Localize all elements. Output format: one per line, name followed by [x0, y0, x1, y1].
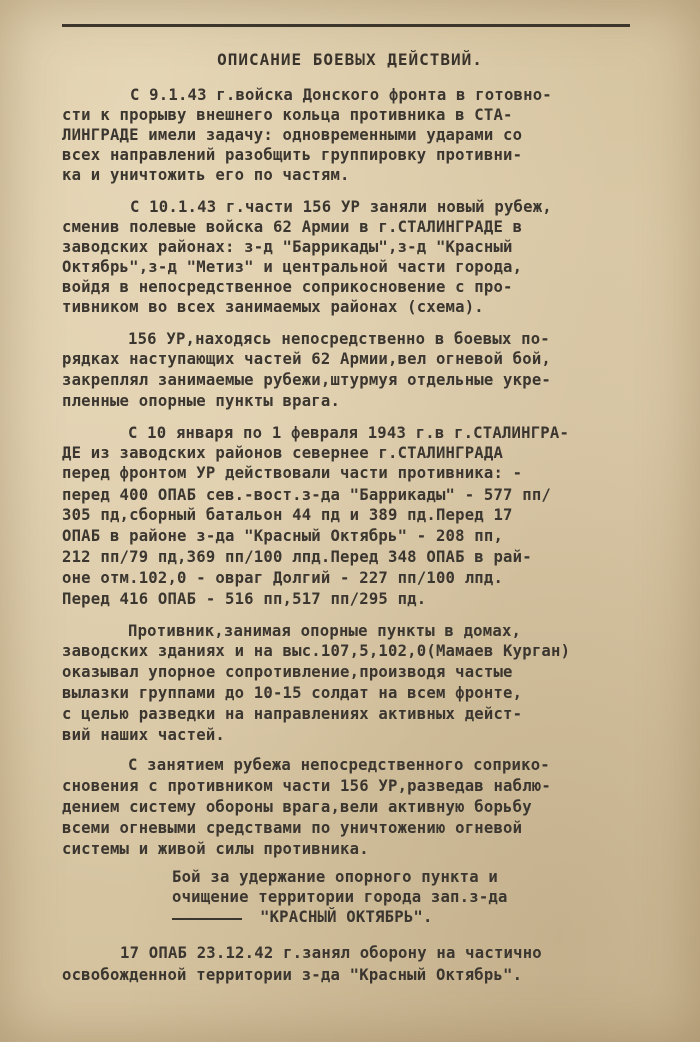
text-line: вий наших частей.: [62, 726, 225, 744]
text-line: пленные опорные пункты врага.: [62, 392, 341, 410]
text-line: всеми огневыми средствами по уничтожению огневой: [62, 819, 523, 837]
text-line: С 10 января по 1 февраля 1943 г.в г.СТАЛИНГРА-: [128, 424, 570, 442]
text-line: ОПАБ в районе з-да "Красный Октябрь" - 208 пп,: [62, 527, 504, 545]
subheading-dash: [172, 918, 242, 920]
text-line: Перед 416 ОПАБ - 516 пп,517 пп/295 пд.: [62, 590, 427, 608]
text-line: ДЕ из заводских районов севернее г.СТАЛИНГРАДА: [62, 444, 504, 462]
text-line: рядках наступающих частей 62 Армии,вел огневой бой,: [62, 350, 551, 368]
text-line: с целью разведки на направлениях активных дейст-: [62, 705, 523, 723]
text-line: оказывал упорное сопротивление,производя частые: [62, 663, 513, 681]
text-line: ка и уничтожить его по частям.: [62, 166, 350, 184]
text-line: оне отм.102,0 - овраг Долгий - 227 пп/100 лпд.: [62, 569, 504, 587]
subheading-line: очищение территории города зап.з-да: [172, 888, 508, 906]
text-line: закреплял занимаемые рубежи,штурмуя отдельные укре-: [62, 371, 551, 389]
text-line: заводских районах: з-д "Баррикады",з-д "Красный: [62, 238, 513, 256]
text-line: всех направлений разобщить группировку противни-: [62, 146, 523, 164]
top-rule: [62, 24, 630, 27]
text-line: системы и живой силы противника.: [62, 840, 369, 858]
text-line: перед 400 ОПАБ сев.-вост.з-да "Баррикады" - 577 пп/: [62, 486, 551, 504]
subheading-line: Бой за удержание опорного пункта и: [172, 868, 498, 886]
text-line: перед фронтом УР действовали части противника: -: [62, 464, 523, 482]
text-line: 212 пп/79 пд,369 пп/100 лпд.Перед 348 ОПАБ в рай-: [62, 548, 532, 566]
text-line: С 9.1.43 г.войска Донского фронта в готовно-: [130, 86, 552, 104]
text-line: сменив полевые войска 62 Армии в г.СТАЛИНГРАДЕ в: [62, 218, 523, 236]
text-line: ЛИНГРАДЕ имели задачу: одновременными ударами со: [62, 126, 523, 144]
text-line: сти к прорыву внешнего кольца противника в СТА-: [62, 106, 513, 124]
document-title: ОПИСАНИЕ БОЕВЫХ ДЕЙСТВИЙ.: [217, 50, 483, 69]
text-line: вылазки группами до 10-15 солдат на всем фронте,: [62, 684, 523, 702]
text-line: сновения с противником части 156 УР,разведав наблю-: [62, 777, 551, 795]
text-line: заводских зданиях и на выс.107,5,102,0(Мамаев Курган): [62, 642, 571, 660]
text-line: 305 пд,сборный батальон 44 пд и 389 пд.Перед 17: [62, 506, 513, 524]
text-line: тивником во всех занимаемых районах (схема).: [62, 298, 484, 316]
subheading-line: "КРАСНЫЙ ОКТЯБРЬ".: [260, 908, 433, 926]
text-line: 156 УР,находясь непосредственно в боевых по-: [128, 330, 550, 348]
text-line: С 10.1.43 г.части 156 УР заняли новый рубеж,: [130, 198, 552, 216]
text-line: Противник,занимая опорные пункты в домах,: [128, 622, 522, 640]
text-line: войдя в непосредственное соприкосновение с про-: [62, 278, 513, 296]
text-line: дением систему обороны врага,вели активную борьбу: [62, 798, 532, 816]
text-line: С занятием рубежа непосредственного соприко-: [128, 756, 550, 774]
text-line: 17 ОПАБ 23.12.42 г.занял оборону на частично: [120, 944, 542, 962]
text-line: освобожденной территории з-да "Красный Октябрь".: [62, 966, 523, 984]
text-line: Октябрь",з-д "Метиз" и центральной части города,: [62, 258, 523, 276]
